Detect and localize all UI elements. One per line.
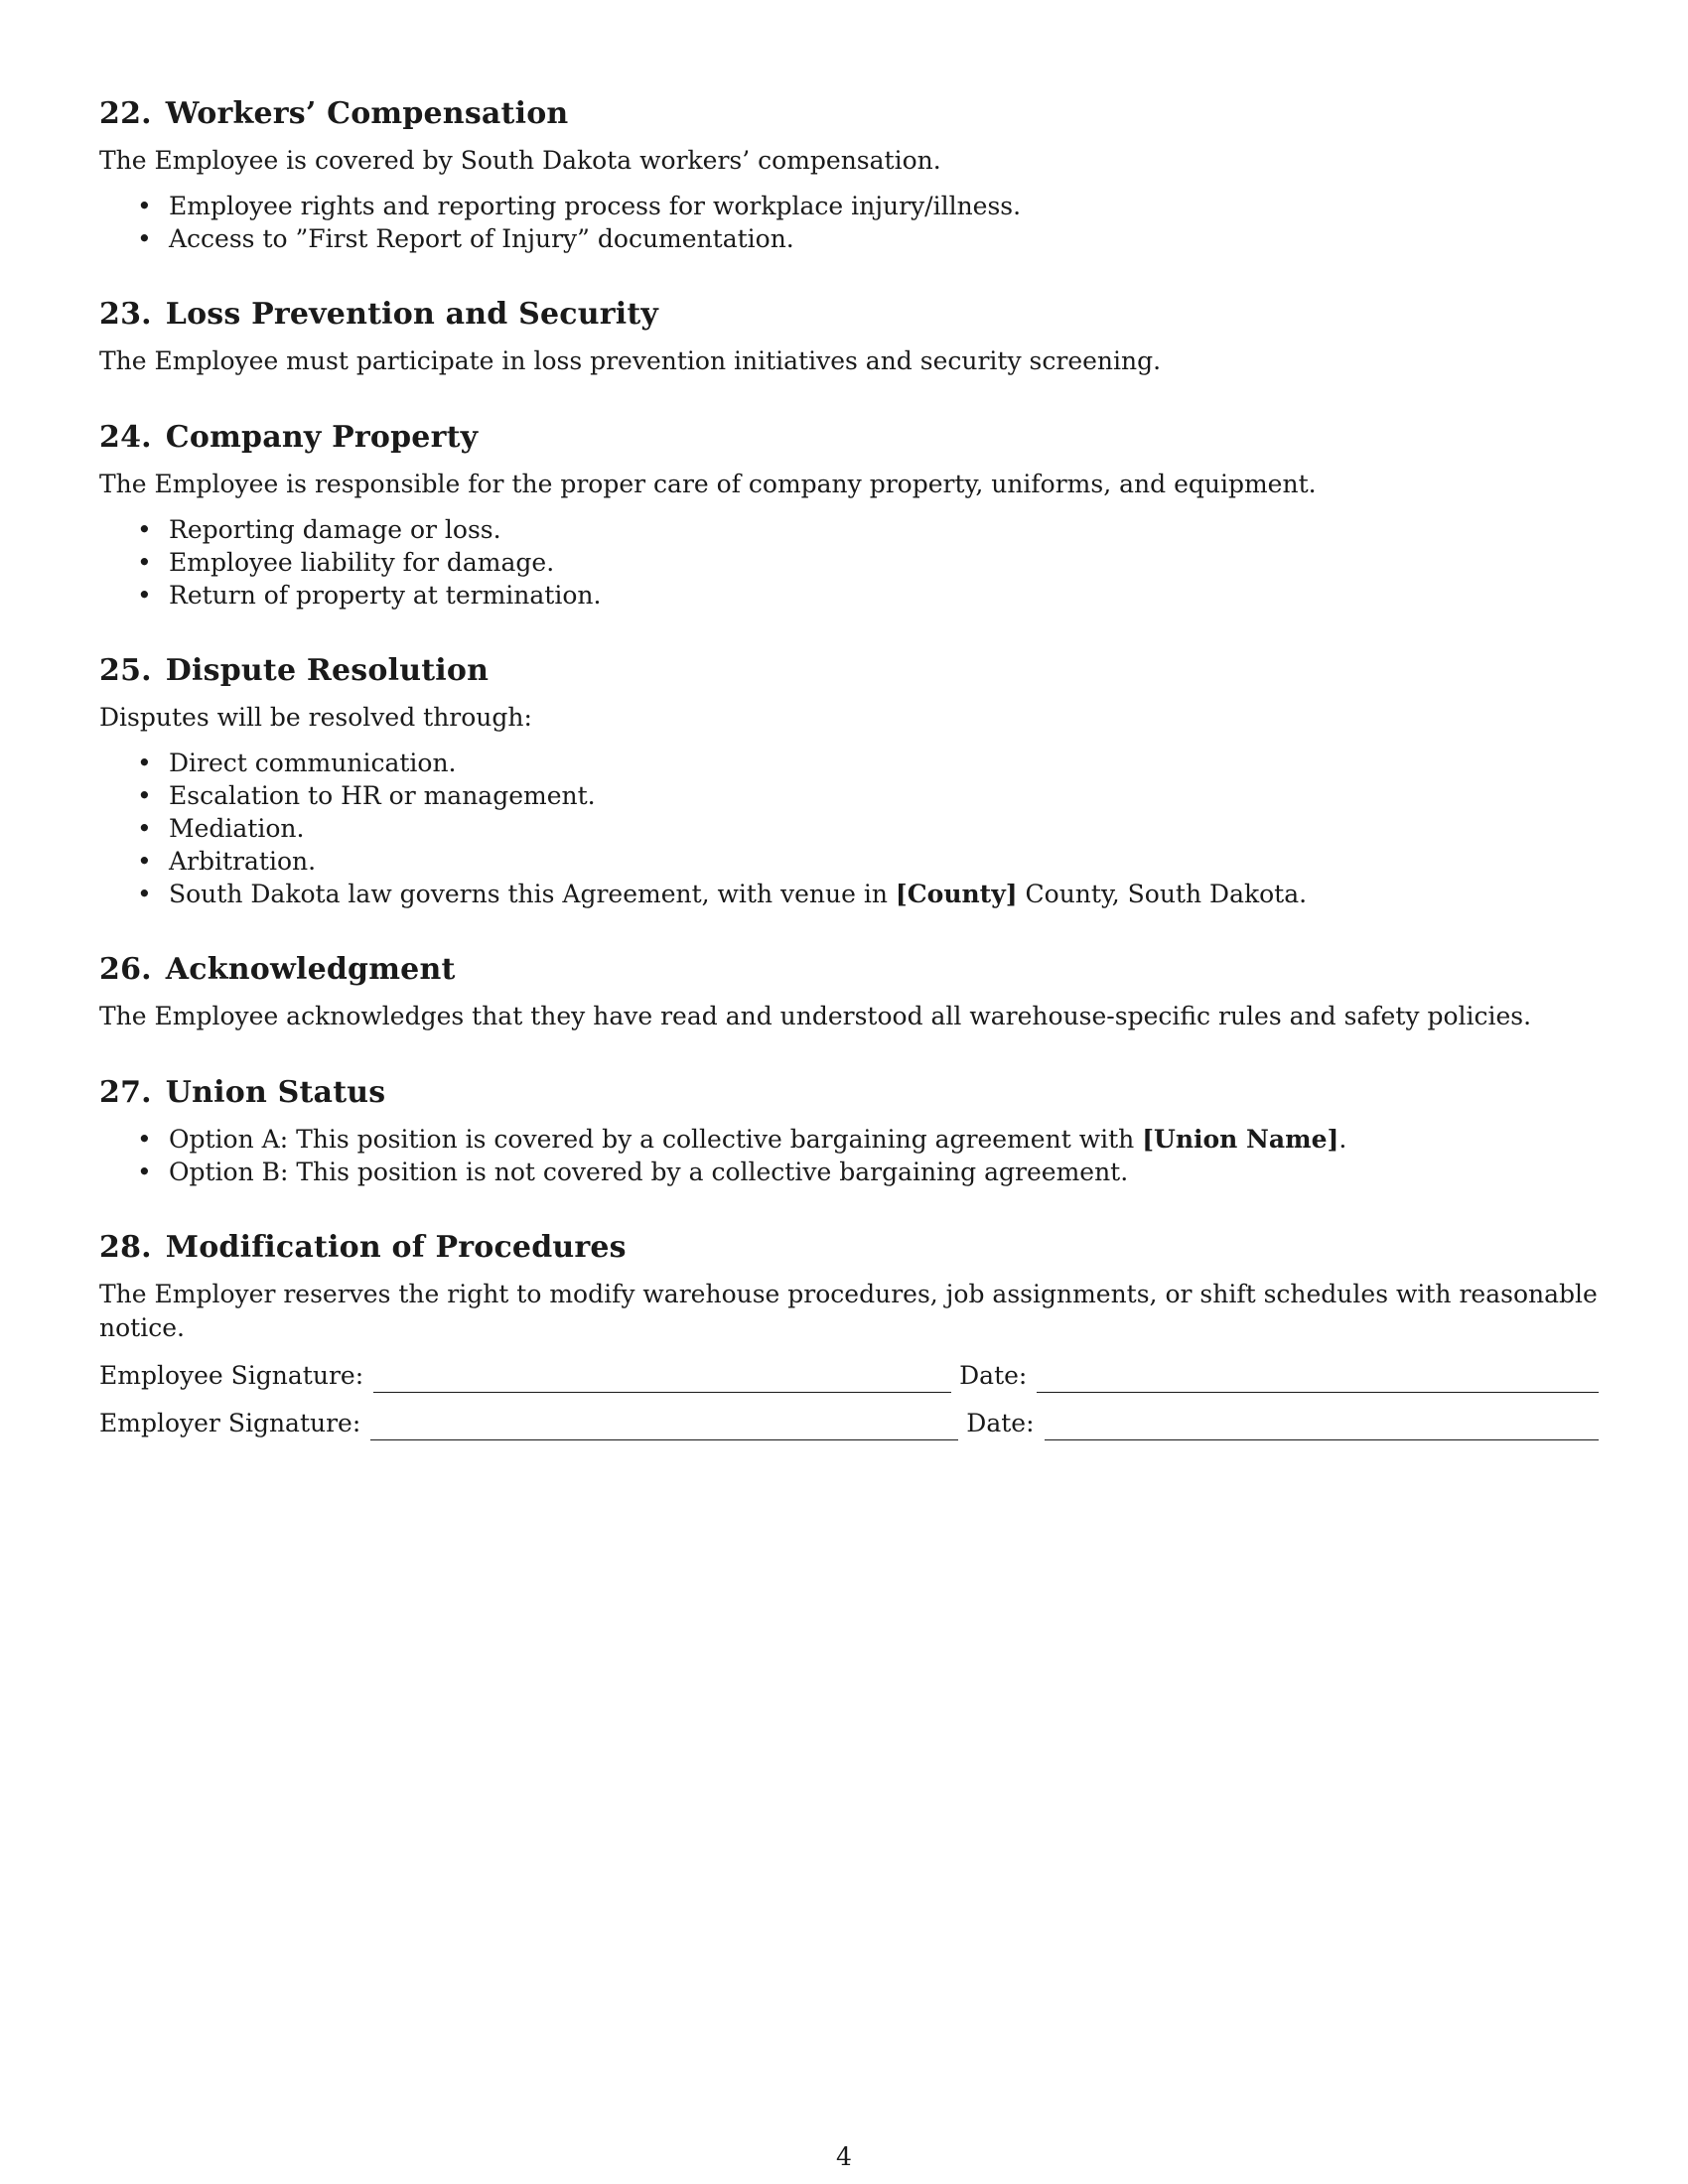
employee-date-line[interactable] bbox=[1037, 1362, 1599, 1393]
list-item: • Reporting damage or loss. bbox=[99, 513, 1599, 546]
section-number: 23. bbox=[99, 297, 152, 332]
employer-date-line[interactable] bbox=[1045, 1410, 1600, 1440]
section-heading bbox=[99, 1073, 1599, 1113]
section-27 bbox=[99, 1073, 1599, 1228]
section-number: 24. bbox=[99, 420, 152, 455]
section-24 bbox=[99, 418, 1599, 651]
union-name-placeholder: [Union Name] bbox=[1142, 1125, 1339, 1154]
section-23 bbox=[99, 295, 1599, 418]
list-item: • Arbitration. bbox=[99, 845, 1599, 878]
section-25 bbox=[99, 651, 1599, 950]
section-title: Company Property bbox=[165, 420, 479, 455]
employee-signature-line[interactable] bbox=[373, 1362, 951, 1393]
section-paragraph: The Employee is covered by South Dakota workers’ compensation. bbox=[99, 146, 941, 175]
employee-date-label: Date: bbox=[959, 1361, 1028, 1390]
list-item: • Escalation to HR or management. bbox=[99, 779, 1599, 812]
employer-signature-label: Employer Signature: bbox=[99, 1409, 361, 1437]
section-heading bbox=[99, 295, 1599, 335]
venue-text-after: County, South Dakota. bbox=[1017, 880, 1308, 908]
bullet-list bbox=[99, 747, 1599, 910]
list-item-option-a bbox=[99, 1123, 1599, 1156]
list-item-option-b: • Option B: This position is not covered by a collective bargaining agreement. bbox=[99, 1156, 1599, 1188]
section-title: Modification of Procedures bbox=[165, 1230, 627, 1265]
list-item: • Access to ”First Report of Injury” documentation. bbox=[99, 222, 1599, 255]
section-heading bbox=[99, 418, 1599, 458]
section-title: Dispute Resolution bbox=[165, 653, 490, 688]
section-heading bbox=[99, 1228, 1599, 1268]
employer-signature-line[interactable] bbox=[370, 1410, 958, 1440]
section-28 bbox=[99, 1228, 1599, 1345]
employer-signature-row bbox=[99, 1393, 1599, 1440]
section-number: 27. bbox=[99, 1075, 152, 1110]
list-item: • Direct communication. bbox=[99, 747, 1599, 779]
section-title: Loss Prevention and Security bbox=[165, 297, 659, 332]
employee-signature-label: Employee Signature: bbox=[99, 1361, 364, 1390]
section-heading bbox=[99, 651, 1599, 691]
section-number: 28. bbox=[99, 1230, 152, 1265]
section-paragraph: The Employee must participate in loss prevention initiatives and security screening. bbox=[99, 346, 1162, 375]
section-title: Workers’ Compensation bbox=[165, 96, 569, 131]
section-paragraph: Disputes will be resolved through: bbox=[99, 703, 532, 732]
employee-signature-row bbox=[99, 1345, 1599, 1393]
section-paragraph: The Employer reserves the right to modify warehouse procedures, job assignments, or shift schedules with reasonable notice. bbox=[99, 1280, 1598, 1342]
venue-text-before: South Dakota law governs this Agreement, with venue in bbox=[169, 880, 896, 908]
page-number: 4 bbox=[836, 2142, 852, 2171]
option-a-text: Option A: This position is covered by a collective bargaining agreement with bbox=[169, 1125, 1143, 1154]
section-paragraph: The Employee is responsible for the proper care of company property, uniforms, and equipment. bbox=[99, 470, 1317, 498]
list-item: • Employee rights and reporting process for workplace injury/illness. bbox=[99, 190, 1599, 222]
list-item: • Return of property at termination. bbox=[99, 579, 1599, 612]
bullet-list bbox=[99, 1123, 1599, 1188]
option-a-end: . bbox=[1338, 1125, 1347, 1154]
list-item: • Mediation. bbox=[99, 812, 1599, 845]
section-number: 26. bbox=[99, 952, 152, 987]
document-page bbox=[99, 94, 1599, 1440]
section-title: Union Status bbox=[165, 1075, 386, 1110]
county-placeholder: [County] bbox=[895, 880, 1018, 908]
list-item-venue bbox=[99, 878, 1599, 910]
list-item: • Employee liability for damage. bbox=[99, 546, 1599, 579]
bullet-list bbox=[99, 190, 1599, 255]
employer-date-label: Date: bbox=[966, 1409, 1035, 1437]
section-paragraph: The Employee acknowledges that they have read and understood all warehouse-specific rules and safety policies. bbox=[99, 1002, 1532, 1030]
section-number: 25. bbox=[99, 653, 152, 688]
section-heading bbox=[99, 950, 1599, 990]
bullet-list bbox=[99, 513, 1599, 612]
section-heading bbox=[99, 94, 1599, 134]
section-number: 22. bbox=[99, 96, 152, 131]
section-title: Acknowledgment bbox=[165, 952, 456, 987]
section-26 bbox=[99, 950, 1599, 1073]
section-22 bbox=[99, 94, 1599, 295]
